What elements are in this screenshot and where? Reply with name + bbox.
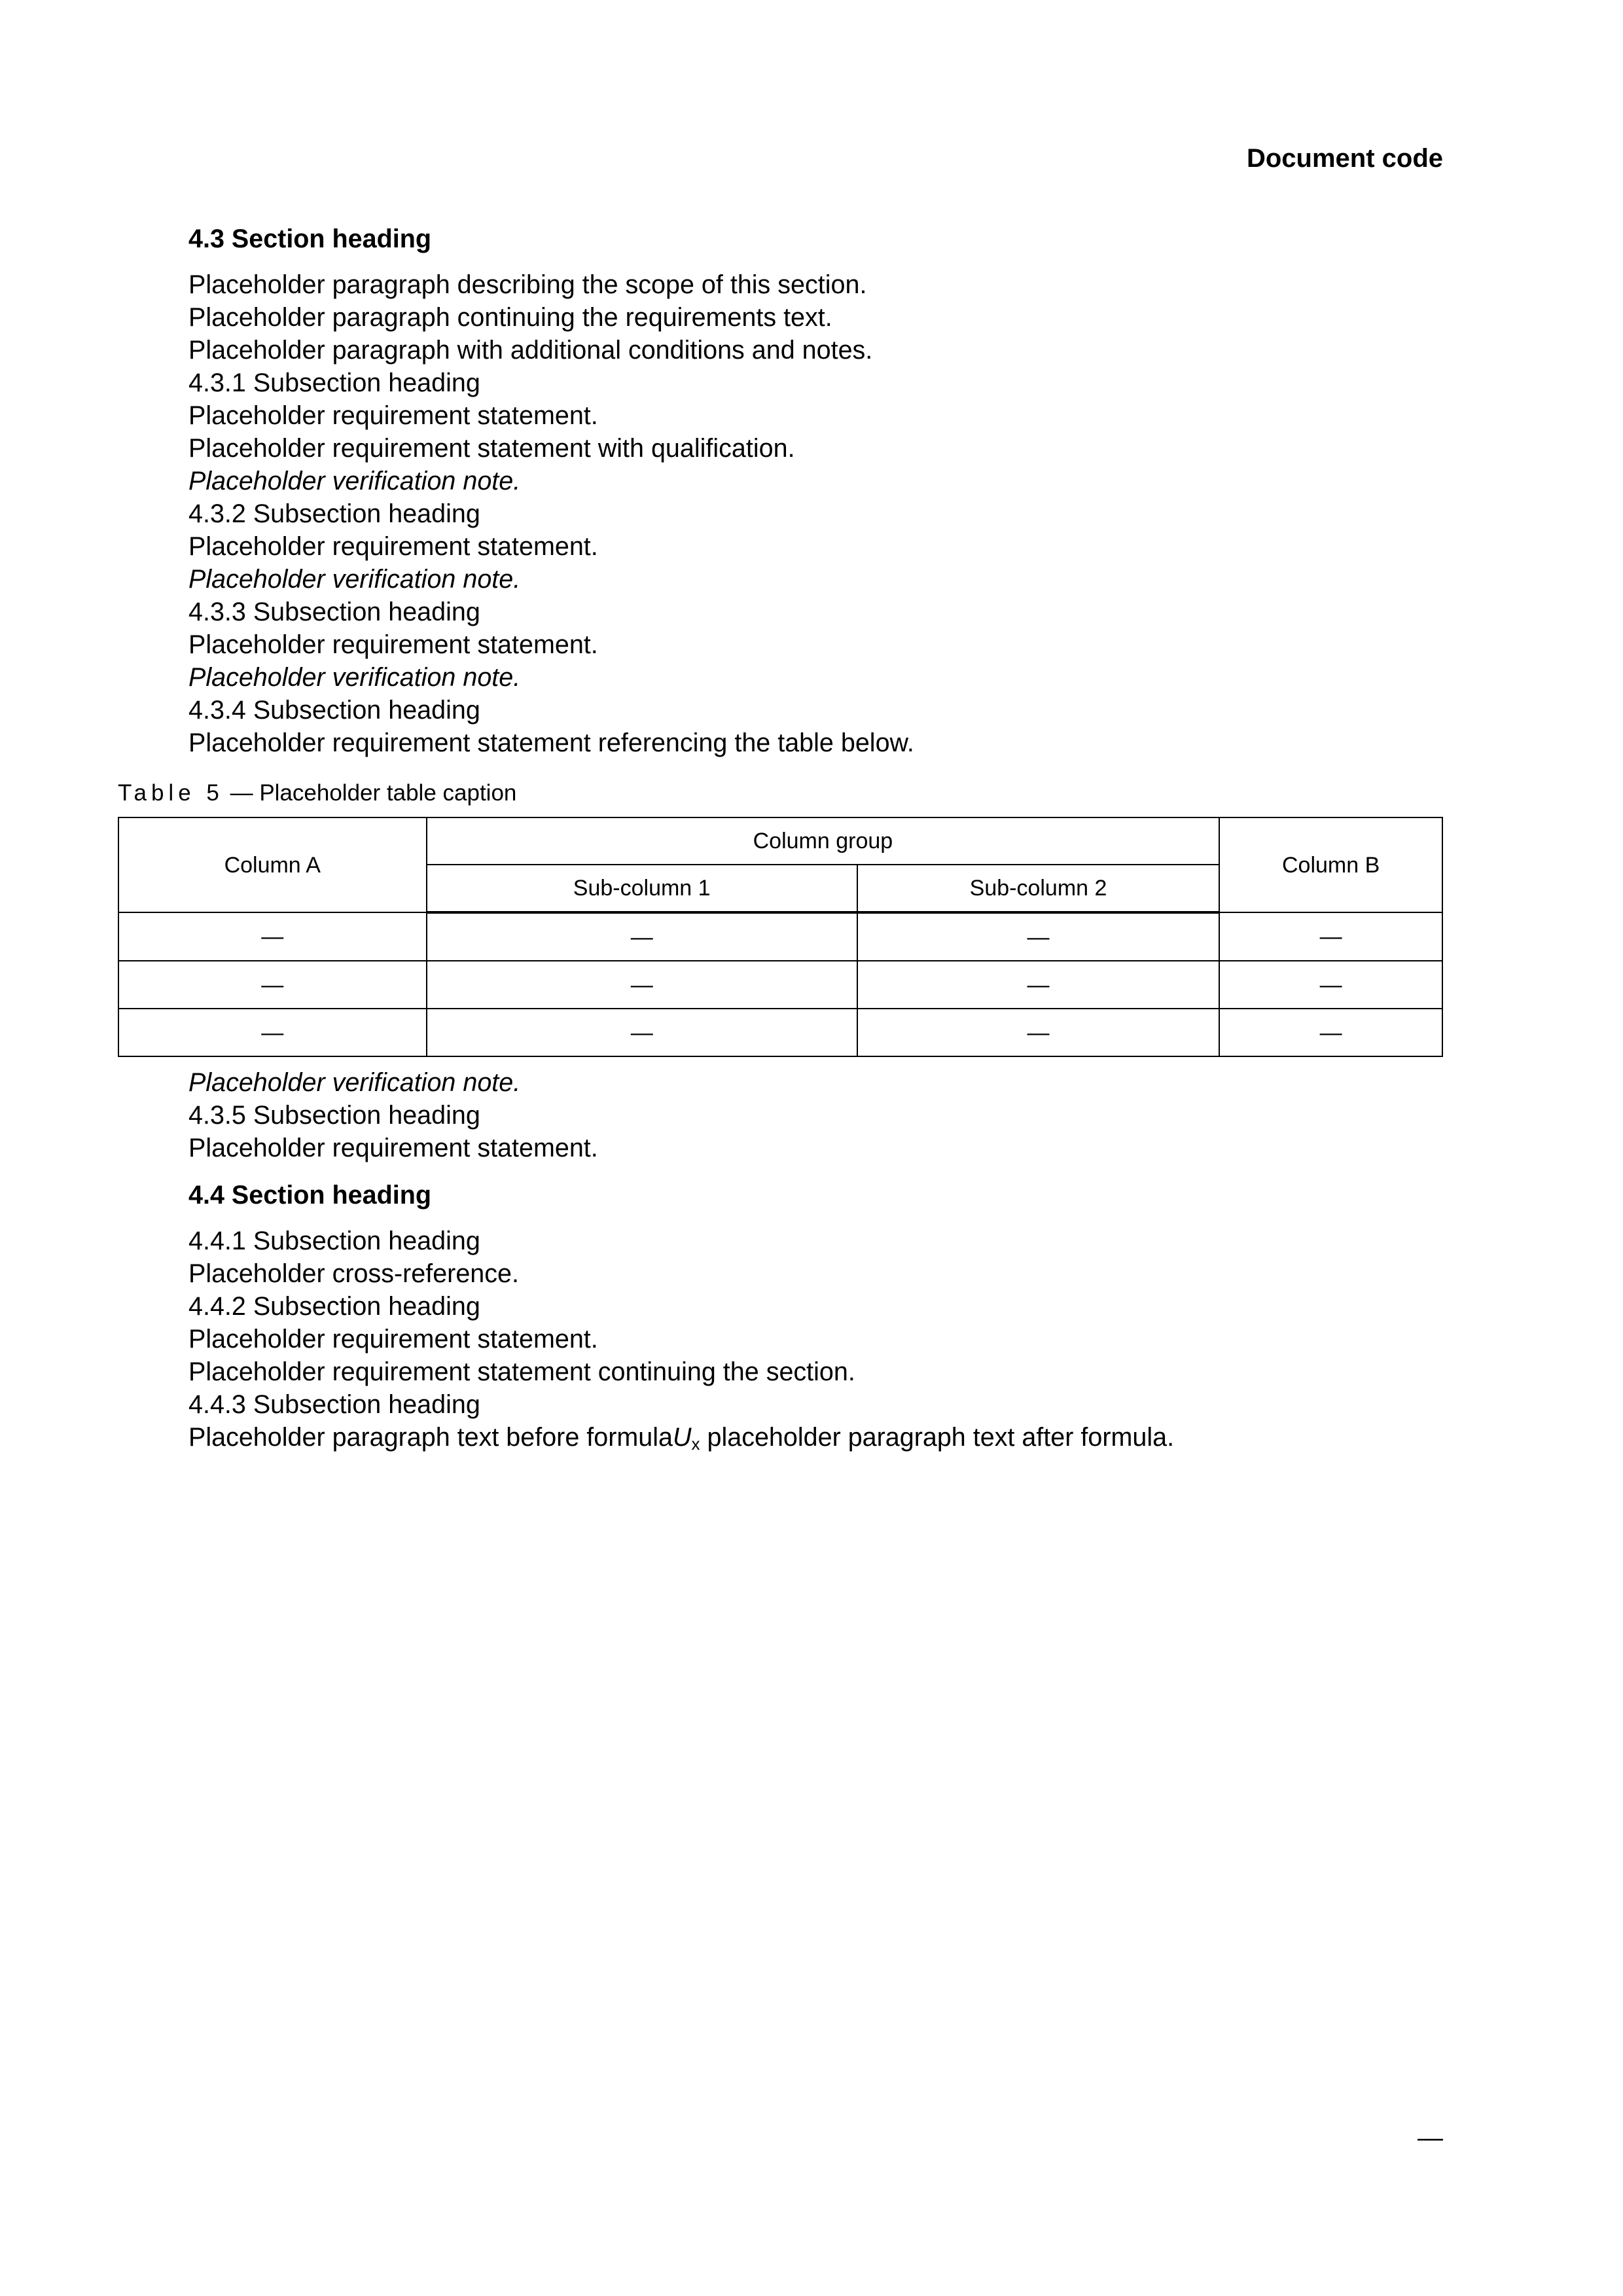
cell-consumer-height: — (857, 1009, 1219, 1056)
table-row (118, 961, 1442, 1009)
header-drop-count: Column B (1219, 817, 1442, 912)
verification-note: Placeholder verification note. (188, 1068, 521, 1097)
subsection-4-3-3-title: 4.3.3 Subsection heading (188, 598, 480, 626)
cell-consumer-height: — (857, 912, 1219, 961)
subsection-4-3-4-title: 4.3.4 Subsection heading (188, 696, 480, 725)
cell-drop-count: — (1219, 961, 1442, 1009)
paragraph: Placeholder requirement statement with qualification. (188, 434, 795, 463)
cell-transport-height: — (427, 912, 857, 961)
cell-consumer-height: — (857, 961, 1219, 1009)
table-row (118, 1009, 1442, 1056)
cell-mass: — (118, 961, 427, 1009)
verification-note: Placeholder verification note. (188, 565, 521, 594)
section-4-3-title: 4.3 Section heading (188, 224, 431, 253)
table-5-caption (118, 779, 1443, 808)
cell-transport-height: — (427, 1009, 857, 1056)
paragraph: Placeholder paragraph describing the scope of this section. (188, 270, 867, 299)
header-transport-packaging: Sub-column 1 (427, 865, 857, 912)
table-5-title: — Placeholder table caption (223, 780, 517, 806)
paragraph: Placeholder requirement statement. (188, 532, 598, 561)
section-4-4-title: 4.4 Section heading (188, 1181, 431, 1210)
subsection-4-3-1-title: 4.3.1 Subsection heading (188, 368, 480, 397)
cell-drop-count: — (1219, 912, 1442, 961)
verification-note: Placeholder verification note. (188, 663, 521, 692)
table-row (118, 912, 1442, 961)
header-mass: Column A (118, 817, 427, 912)
subsection-4-4-2-title: 4.4.2 Subsection heading (188, 1292, 480, 1321)
table-5-label: Table 5 (118, 780, 224, 806)
paragraph: Placeholder requirement statement. (188, 630, 598, 659)
subsection-4-3-5-title: 4.3.5 Subsection heading (188, 1101, 480, 1130)
paragraph: Placeholder requirement statement referencing the table below. (188, 728, 914, 757)
subsection-4-4-3-title: 4.4.3 Subsection heading (188, 1390, 480, 1419)
cell-transport-height: — (427, 961, 857, 1009)
paragraph: Placeholder requirement statement. (188, 401, 598, 430)
page-number: — (1418, 2124, 1443, 2152)
header-consumer-packaging: Sub-column 2 (857, 865, 1219, 912)
subsection-4-4-1-title: 4.4.1 Subsection heading (188, 1227, 480, 1255)
voltage-subscript: x (691, 1434, 700, 1454)
paragraph-text: placeholder paragraph text after formula. (700, 1423, 1175, 1452)
document-code-header: Document code (1246, 144, 1443, 173)
paragraph: Placeholder requirement statement continuing the section. (188, 1357, 855, 1386)
paragraph: Placeholder paragraph continuing the requirements text. (188, 303, 832, 332)
paragraph-text: Placeholder paragraph text before formula (188, 1423, 673, 1452)
header-drop-height: Column group (427, 817, 1220, 865)
voltage-symbol: U (672, 1423, 692, 1452)
paragraph: Placeholder paragraph with additional conditions and notes. (188, 336, 873, 365)
cell-drop-count: — (1219, 1009, 1442, 1056)
page-body (118, 223, 1443, 1460)
verification-note: Placeholder verification note. (188, 467, 521, 495)
paragraph: Placeholder requirement statement. (188, 1325, 598, 1354)
cell-mass: — (118, 1009, 427, 1056)
table-5 (118, 817, 1443, 1057)
cell-mass: — (118, 912, 427, 961)
paragraph (118, 1421, 1443, 1460)
subsection-4-3-2-title: 4.3.2 Subsection heading (188, 499, 480, 528)
paragraph: Placeholder requirement statement. (188, 1134, 598, 1162)
paragraph: Placeholder cross-reference. (188, 1259, 519, 1288)
